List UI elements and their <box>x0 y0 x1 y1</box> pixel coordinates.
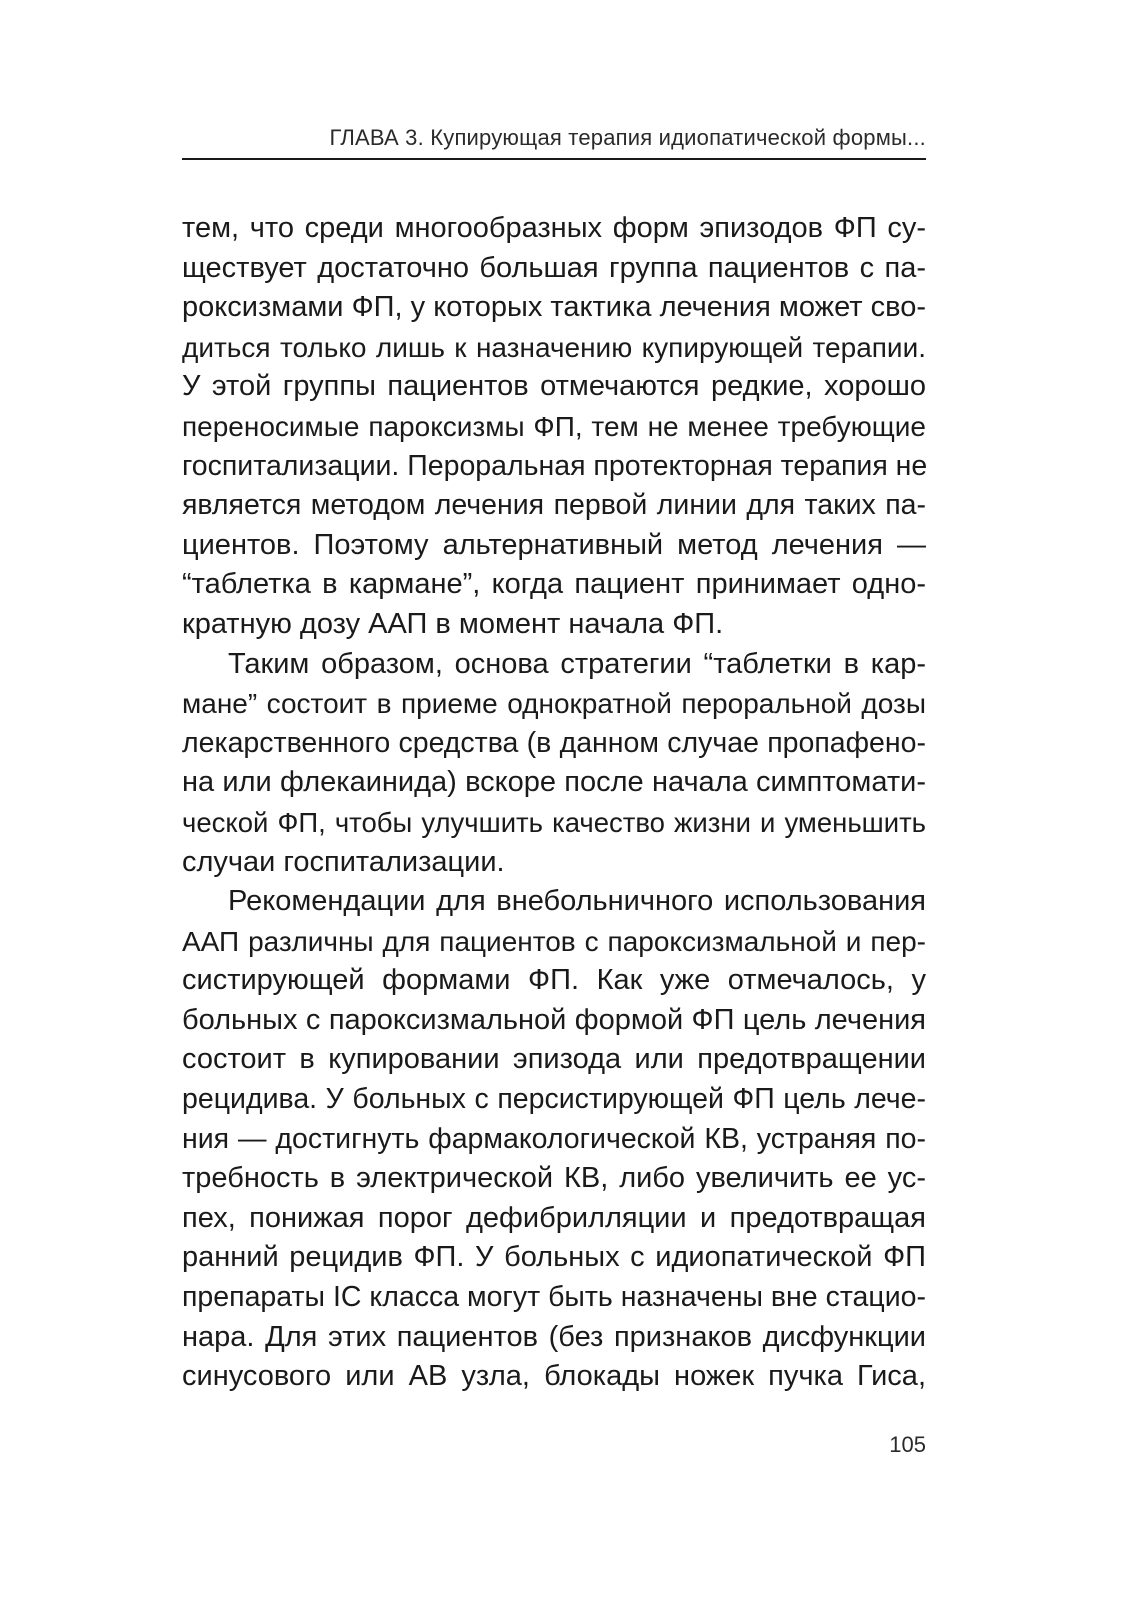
text-line: пех, понижая порог дефибрилляции и предотвращая <box>182 1201 926 1234</box>
text-line: Таким образом, основа стратегии “таблетки в кар- <box>228 647 926 680</box>
text-line: лекарственного средства (в данном случае пропафено- <box>182 726 926 759</box>
text-line: является методом лечения первой линии для таких па- <box>182 489 926 522</box>
text-line: случаи госпитализации. <box>182 845 505 878</box>
text-line: синусового или АВ узла, блокады ножек пучка Гиса, <box>182 1360 926 1393</box>
text-line: госпитализации. Пероральная протекторная терапия не <box>182 449 928 482</box>
text-line: ческой ФП, чтобы улучшить качество жизни и уменьшить <box>182 806 926 838</box>
text-line: мане” состоит в приеме однократной пероральной дозы <box>182 688 926 720</box>
header-rule <box>182 158 926 160</box>
text-line: систирующей формами ФП. Как уже отмечалось, у <box>182 964 926 997</box>
text-line: нара. Для этих пациентов (без признаков дисфункции <box>182 1320 926 1353</box>
text-line: ранний рецидив ФП. У больных с идиопатической ФП <box>182 1241 926 1274</box>
text-line: У этой группы пациентов отмечаются редкие, хорошо <box>182 370 926 403</box>
text-line: требность в электрической КВ, либо увеличить ее ус- <box>182 1162 926 1195</box>
text-line: на или флекаинида) вскоре после начала симптомати- <box>182 766 926 799</box>
text-line: ния — достигнуть фармакологической КВ, устраняя по- <box>182 1122 926 1155</box>
text-line: рецидива. У больных с персистирующей ФП цель лече- <box>182 1083 926 1116</box>
text-line: переносимые пароксизмы ФП, тем не менее требующие <box>182 410 926 442</box>
text-line: больных с пароксизмальной формой ФП цель лечения <box>182 1003 926 1036</box>
text-line: кратную дозу ААП в момент начала ФП. <box>182 607 724 640</box>
body-text <box>182 209 926 1397</box>
text-line: ществует достаточно большая группа пациентов с па- <box>182 251 926 284</box>
page-number: 105 <box>889 1432 926 1457</box>
text-line: диться только лишь к назначению купирующей терапии. <box>182 331 926 363</box>
running-header: ГЛАВА 3. Купирующая терапия идиопатической формы... <box>329 125 926 150</box>
text-line: состоит в купировании эпизода или предотвращении <box>182 1043 926 1076</box>
text-line: тем, что среди многообразных форм эпизодов ФП су- <box>182 212 926 244</box>
text-line: ААП различны для пациентов с пароксизмальной и пер- <box>182 925 926 957</box>
text-line: циентов. Поэтому альтернативный метод лечения — <box>182 528 926 561</box>
text-line: Рекомендации для внебольничного использования <box>228 885 926 918</box>
text-line: роксизмами ФП, у которых тактика лечения может сво- <box>182 291 926 324</box>
text-line: препараты IC класса могут быть назначены вне стацио- <box>182 1281 926 1314</box>
text-line: “таблетка в кармане”, когда пациент принимает одно- <box>182 568 926 601</box>
